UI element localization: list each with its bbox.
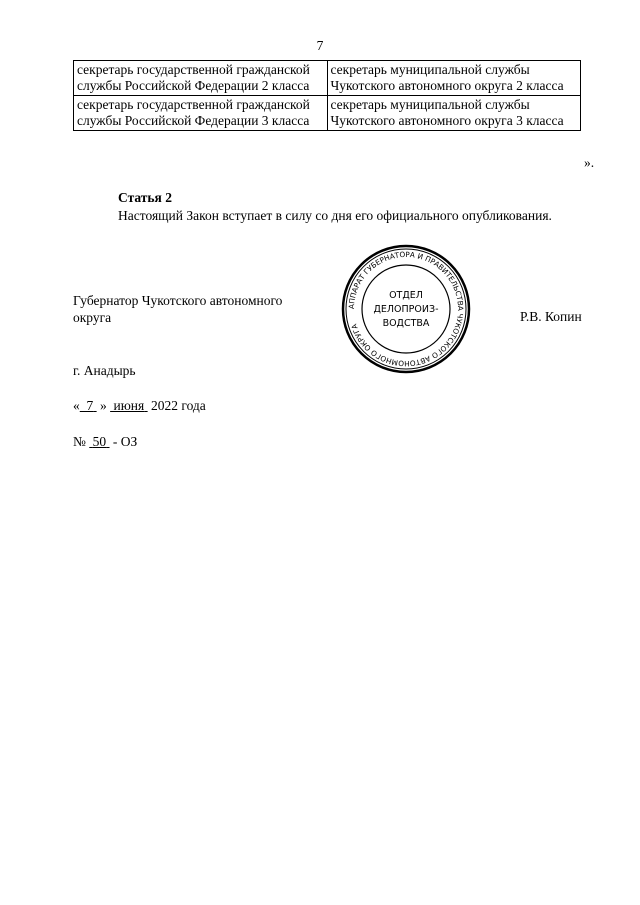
governor-title: Губернатор Чукотского автономного округа xyxy=(73,293,283,325)
stamp-ring-text: АППАРАТ ГУБЕРНАТОРА И ПРАВИТЕЛЬСТВА ЧУКОТСКОГО АВТОНОМНОГО ОКРУГА xyxy=(346,249,466,369)
stamp-line: ВОДСТВА xyxy=(382,318,430,329)
law-number-value: 50 xyxy=(92,434,107,449)
table-row xyxy=(74,96,581,131)
number-sign: № xyxy=(73,434,86,449)
table-cell-municipal-post: секретарь муниципальной службы Чукотского автономного округа 2 класса xyxy=(327,61,581,96)
official-stamp xyxy=(340,243,472,375)
date-close-quote: » xyxy=(100,398,107,413)
city-name: г. Анадырь xyxy=(73,363,136,378)
law-number-suffix: - ОЗ xyxy=(112,434,138,449)
stamp-line: ОТДЕЛ xyxy=(389,290,423,301)
date-year: 2022 года xyxy=(151,398,206,413)
stamp-line: ДЕЛОПРОИЗ- xyxy=(373,304,439,315)
law-number xyxy=(73,434,137,450)
table-cell-municipal-post: секретарь муниципальной службы Чукотского автономного округа 3 класса xyxy=(327,96,581,131)
table-cell-state-post: секретарь государственной гражданской службы Российской Федерации 2 класса xyxy=(74,61,328,96)
date-day: 7 xyxy=(86,398,94,413)
date-month: июня xyxy=(113,398,145,413)
page-number: 7 xyxy=(316,38,324,53)
signing-date xyxy=(73,398,206,414)
governor-name: Р.В. Копин xyxy=(520,309,582,324)
table-row xyxy=(74,61,581,96)
article-title: Статья 2 xyxy=(118,190,172,205)
table-cell-state-post: секретарь государственной гражданской службы Российской Федерации 3 класса xyxy=(74,96,328,131)
closing-quote: ». xyxy=(584,155,595,170)
article-text: Настоящий Закон вступает в силу со дня его официального опубликования. xyxy=(118,208,552,223)
date-open-quote: « xyxy=(73,398,80,413)
positions-table xyxy=(73,60,581,131)
